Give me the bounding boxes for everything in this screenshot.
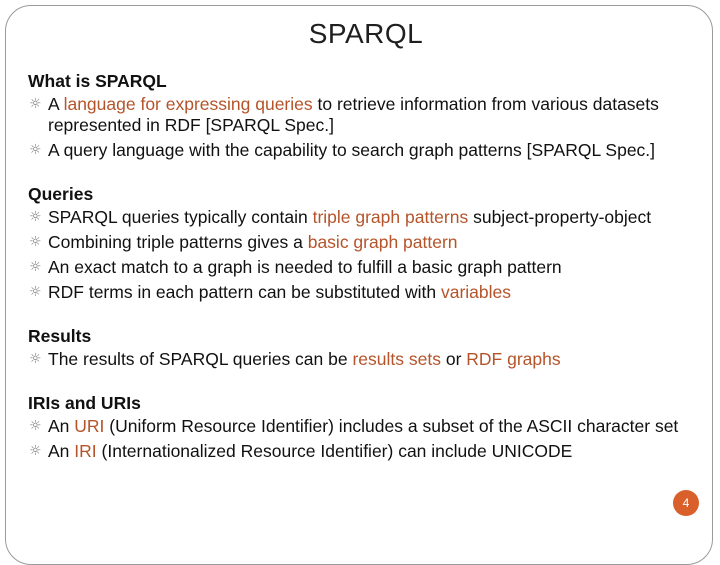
highlighted-term: language for expressing queries bbox=[63, 94, 313, 114]
sun-bullet-icon: ☼ bbox=[29, 259, 42, 275]
section-heading: What is SPARQL bbox=[28, 71, 167, 91]
bullet-text: to retrieve information from various datasets represented in RDF [SPARQL Spec.] bbox=[48, 94, 659, 135]
page-number-badge: 4 bbox=[673, 490, 699, 516]
bullet-item bbox=[28, 94, 688, 136]
bullet-item bbox=[28, 441, 688, 462]
bullet-text: (Uniform Resource Identifier) includes a subset of the ASCII character set bbox=[104, 416, 679, 436]
section bbox=[28, 184, 688, 303]
bullet-text: An bbox=[48, 416, 75, 436]
bullet-text: (Internationalized Resource Identifier) can include UNICODE bbox=[96, 441, 573, 461]
highlighted-term: variables bbox=[440, 282, 512, 302]
bullet-item bbox=[28, 232, 688, 253]
bullet-item bbox=[28, 416, 688, 437]
highlighted-term: RDF graphs bbox=[466, 349, 561, 369]
sun-bullet-icon: ☼ bbox=[29, 443, 42, 459]
highlighted-term: IRI bbox=[74, 441, 97, 461]
bullet-item bbox=[28, 140, 688, 161]
section-heading: Results bbox=[28, 326, 92, 346]
highlighted-term: results sets bbox=[352, 349, 441, 369]
section-heading: IRIs and URIs bbox=[28, 393, 141, 413]
highlighted-term: triple graph patterns bbox=[312, 207, 469, 227]
slide-content bbox=[28, 71, 688, 485]
bullet-text: RDF terms in each pattern can be substituted with bbox=[48, 282, 441, 302]
bullet-text: Combining triple patterns gives a bbox=[48, 232, 308, 252]
bullet-text: A bbox=[48, 94, 64, 114]
bullet-text: An exact match to a graph is needed to fulfill a basic graph pattern bbox=[48, 257, 562, 277]
sun-bullet-icon: ☼ bbox=[29, 142, 42, 158]
slide-title: SPARQL bbox=[308, 18, 424, 49]
bullet-text: The results of SPARQL queries can be bbox=[48, 349, 353, 369]
bullet-item bbox=[28, 282, 688, 303]
bullet-item bbox=[28, 349, 688, 370]
sun-bullet-icon: ☼ bbox=[29, 96, 42, 112]
highlighted-term: URI bbox=[74, 416, 105, 436]
section-heading: Queries bbox=[28, 184, 94, 204]
bullet-item bbox=[28, 207, 688, 228]
section bbox=[28, 326, 688, 370]
highlighted-term: basic graph pattern bbox=[307, 232, 458, 252]
sun-bullet-icon: ☼ bbox=[29, 234, 42, 250]
bullet-text: A query language with the capability to search graph patterns [SPARQL Spec.] bbox=[48, 140, 656, 160]
bullet-text: subject-property-object bbox=[468, 207, 652, 227]
sun-bullet-icon: ☼ bbox=[29, 209, 42, 225]
section bbox=[28, 71, 688, 161]
sun-bullet-icon: ☼ bbox=[29, 284, 42, 300]
sun-bullet-icon: ☼ bbox=[29, 418, 42, 434]
bullet-text: SPARQL queries typically contain bbox=[48, 207, 313, 227]
bullet-text: or bbox=[440, 349, 467, 369]
section bbox=[28, 393, 688, 462]
sun-bullet-icon: ☼ bbox=[29, 351, 42, 367]
bullet-item bbox=[28, 257, 688, 278]
bullet-text: An bbox=[48, 441, 75, 461]
